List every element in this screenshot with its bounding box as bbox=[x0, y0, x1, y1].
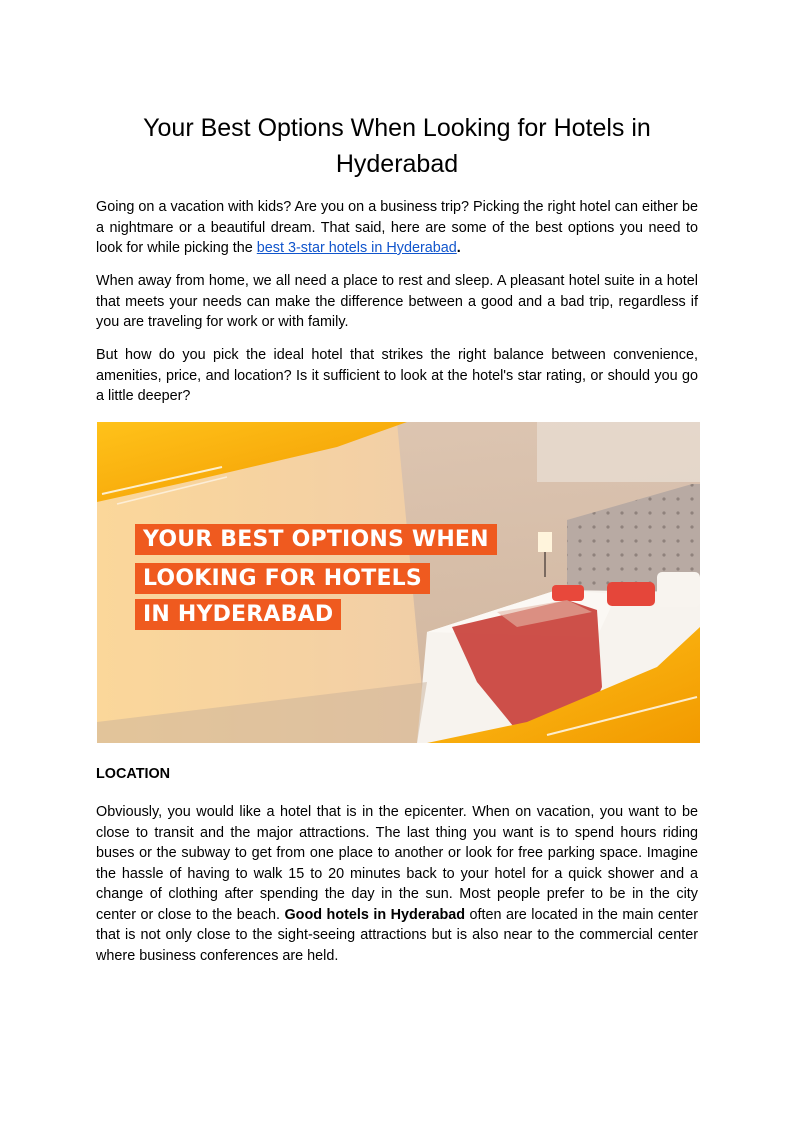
banner-line-2: LOOKING FOR HOTELS bbox=[135, 563, 430, 594]
banner-line-1: YOUR BEST OPTIONS WHEN bbox=[135, 524, 497, 555]
paragraph-rest: When away from home, we all need a place to rest and sleep. A pleasant hotel suite in a hotel that meets your needs can make the difference between a good and a bad trip, regardless if you are traveling for work or with family. bbox=[96, 273, 698, 330]
intro-text: Going on a vacation with kids? Are you on a business trip? Picking the right hotel can either be a nightmare or a beautiful dream. That said, here are some of the best options you need to look for while picking the bbox=[96, 199, 698, 256]
section-heading-location: LOCATION bbox=[96, 766, 171, 782]
bold-phrase: Good hotels in Hyderabad bbox=[284, 906, 466, 923]
page-title: Your Best Options When Looking for Hotels in Hyderabad bbox=[143, 114, 651, 178]
hotels-link[interactable]: best 3-star hotels in Hyderabad bbox=[256, 240, 457, 256]
intro-paragraph bbox=[96, 197, 698, 259]
location-paragraph bbox=[96, 802, 698, 966]
location-text: Obviously, you would like a hotel that is in the epicenter. When on vacation, you want to be close to transit and the major attractions. The last thing you want is to spend hours riding buses or the subway to get from one place to another or look for free parking space. Imagine the hassle of having to walk 15 to 20 minutes back to your hotel for a quick shower and a change of clothing after spending the day in the sun. Most people prefer to be in the city center or close to the beach. bbox=[96, 804, 698, 923]
hotel-banner-image bbox=[97, 422, 700, 743]
banner-line-3: IN HYDERABAD bbox=[135, 599, 341, 630]
paragraph-choosing: But how do you pick the ideal hotel that strikes the right balance between convenience, amenities, price, and location? Is it sufficient to look at the hotel's star rating, or should you go a little deeper? bbox=[96, 347, 698, 404]
location-text-end: often are located in the main center that is not only close to the sight-seeing attractions but is also near to the commercial center where business conferences are held. bbox=[96, 906, 699, 964]
intro-end-punctuation: . bbox=[456, 240, 461, 256]
